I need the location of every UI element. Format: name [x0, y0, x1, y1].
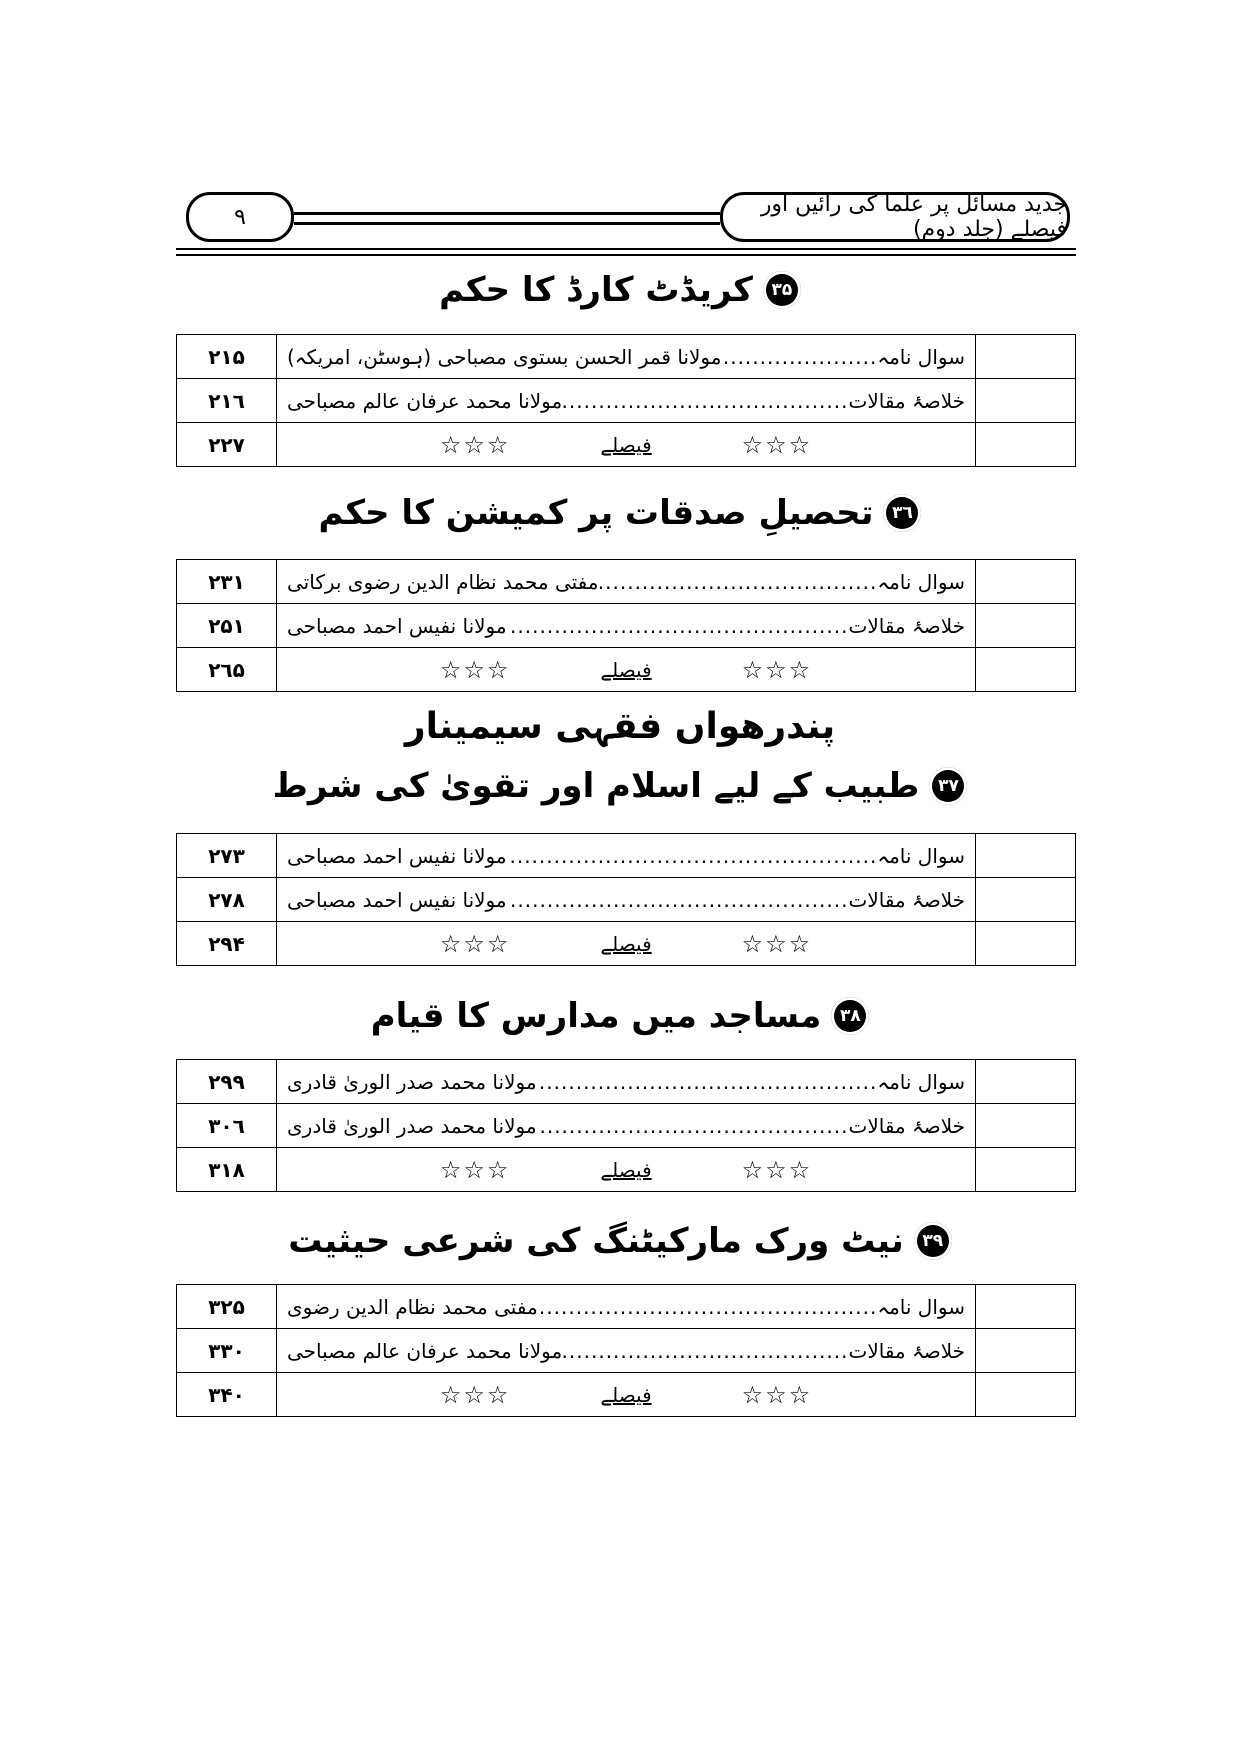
- page-number: ۹: [186, 192, 294, 242]
- header-rule-top: [294, 212, 720, 215]
- section-title: نیٹ ورک مارکیٹنگ کی شرعی حیثیت: [288, 1221, 904, 1261]
- header-rule-full-1: [176, 248, 1076, 250]
- star-icon: ☆☆☆: [741, 1155, 813, 1184]
- entry-author: مولانا قمر الحسن بستوی مصباحی (ہوسٹن، امریکہ): [287, 344, 722, 369]
- entry-cell: [277, 604, 976, 648]
- header-rule-full-2: [176, 254, 1076, 256]
- entry-label: خلاصۂ مقالات: [848, 613, 965, 638]
- header-rule-bottom: [294, 222, 720, 225]
- page-ref: ۲۱۵: [177, 335, 277, 379]
- blank-cell: [976, 648, 1076, 692]
- section-table: [176, 1059, 1076, 1192]
- page-ref: ۳۴۰: [177, 1373, 277, 1417]
- entry-cell: [277, 878, 976, 922]
- page-ref: ۲۹۹: [177, 1060, 277, 1104]
- page-ref: ۳۰٦: [177, 1104, 277, 1148]
- verdict-cell: [277, 1148, 976, 1192]
- page-ref: ۳۲۵: [177, 1285, 277, 1329]
- blank-cell: [976, 604, 1076, 648]
- blank-cell: [976, 560, 1076, 604]
- entry-cell: [277, 1060, 976, 1104]
- entry-label: سوال نامہ: [877, 843, 965, 868]
- blank-cell: [976, 1373, 1076, 1417]
- section-heading: [0, 1221, 1240, 1261]
- section-table: [176, 559, 1076, 692]
- leader-dots: [538, 1295, 878, 1319]
- entry-label: خلاصۂ مقالات: [848, 1113, 965, 1138]
- entry-author: مولانا محمد صدر الوریٰ قادری: [287, 1113, 537, 1138]
- entry-label: سوال نامہ: [877, 1069, 965, 1094]
- blank-cell: [976, 1148, 1076, 1192]
- verdict-label: فیصلے: [600, 657, 652, 682]
- section-title: کریڈٹ کارڈ کا حکم: [439, 270, 753, 310]
- leader-dots: [507, 844, 878, 868]
- verdict-cell: [277, 423, 976, 467]
- section-title: طبیب کے لیے اسلام اور تقویٰ کی شرط: [272, 766, 920, 806]
- leader-dots: [721, 345, 877, 369]
- section-number-badge: ۳۸: [831, 997, 869, 1035]
- entry-label: سوال نامہ: [877, 344, 965, 369]
- seminar-title: پندرھواں فقہی سیمینار: [404, 706, 836, 747]
- entry-label: خلاصۂ مقالات: [848, 887, 965, 912]
- page-ref: ۲۷۸: [177, 878, 277, 922]
- table-row: [177, 379, 1076, 423]
- verdict-label: فیصلے: [600, 432, 652, 457]
- table-row: [177, 604, 1076, 648]
- entry-label: خلاصۂ مقالات: [848, 1338, 965, 1363]
- blank-cell: [976, 922, 1076, 966]
- entry-label: سوال نامہ: [877, 569, 965, 594]
- entry-label: خلاصۂ مقالات: [848, 388, 965, 413]
- section-title: مساجد میں مدارس کا قیام: [370, 996, 822, 1036]
- blank-cell: [976, 335, 1076, 379]
- blank-cell: [976, 423, 1076, 467]
- entry-author: مولانا نفیس احمد مصباحی: [287, 843, 507, 868]
- section-table: [176, 1284, 1076, 1417]
- section-table: [176, 334, 1076, 467]
- verdict-cell: [277, 648, 976, 692]
- leader-dots: [537, 1114, 849, 1138]
- section-heading: [0, 493, 1240, 533]
- table-row: [177, 335, 1076, 379]
- section-number-badge: ۳۹: [914, 1222, 952, 1260]
- leader-dots: [562, 389, 848, 413]
- entry-label: سوال نامہ: [877, 1294, 965, 1319]
- table-row: [177, 423, 1076, 467]
- star-icon: ☆☆☆: [741, 929, 813, 958]
- verdict-label: فیصلے: [600, 1382, 652, 1407]
- leader-dots: [598, 570, 877, 594]
- star-icon: ☆☆☆: [439, 1380, 511, 1409]
- leader-dots: [537, 1070, 878, 1094]
- entry-cell: [277, 834, 976, 878]
- section-number-badge: ۳٦: [883, 494, 921, 532]
- entry-cell: [277, 379, 976, 423]
- verdict-cell: [277, 922, 976, 966]
- blank-cell: [976, 1060, 1076, 1104]
- entry-cell: [277, 335, 976, 379]
- star-icon: ☆☆☆: [439, 655, 511, 684]
- table-row: [177, 560, 1076, 604]
- section-number-badge: ۳۵: [763, 271, 801, 309]
- section-heading: [0, 270, 1240, 310]
- blank-cell: [976, 878, 1076, 922]
- table-row: [177, 1060, 1076, 1104]
- star-icon: ☆☆☆: [741, 655, 813, 684]
- entry-author: مفتی محمد نظام الدین رضوی: [287, 1294, 538, 1319]
- entry-author: مولانا محمد عرفان عالم مصباحی: [287, 388, 563, 413]
- star-icon: ☆☆☆: [439, 1155, 511, 1184]
- entry-cell: [277, 1104, 976, 1148]
- blank-cell: [976, 379, 1076, 423]
- section-heading: [0, 996, 1240, 1036]
- table-row: [177, 1285, 1076, 1329]
- leader-dots: [562, 1339, 848, 1363]
- page-ref: ۲٦۵: [177, 648, 277, 692]
- table-row: [177, 648, 1076, 692]
- entry-cell: [277, 1329, 976, 1373]
- verdict-cell: [277, 1373, 976, 1417]
- table-row: [177, 922, 1076, 966]
- table-row: [177, 1329, 1076, 1373]
- blank-cell: [976, 834, 1076, 878]
- table-row: [177, 1104, 1076, 1148]
- page-ref: ۲۷۳: [177, 834, 277, 878]
- page-ref: ۲۵۱: [177, 604, 277, 648]
- leader-dots: [507, 614, 849, 638]
- entry-cell: [277, 560, 976, 604]
- section-number-badge: ۳۷: [929, 767, 967, 805]
- book-title: جدید مسائل پر علما کی رائیں اور فیصلے (جلد دوم): [720, 192, 1070, 242]
- entry-cell: [277, 1285, 976, 1329]
- verdict-label: فیصلے: [600, 1157, 652, 1182]
- section-title: تحصیلِ صدقات پر کمیشن کا حکم: [318, 493, 874, 533]
- blank-cell: [976, 1104, 1076, 1148]
- table-row: [177, 1373, 1076, 1417]
- page-ref: ۲۳۱: [177, 560, 277, 604]
- table-row: [177, 878, 1076, 922]
- page-ref: ۳۳۰: [177, 1329, 277, 1373]
- page-ref: ۲۱٦: [177, 379, 277, 423]
- verdict-label: فیصلے: [600, 931, 652, 956]
- entry-author: مولانا محمد صدر الوریٰ قادری: [287, 1069, 537, 1094]
- section-heading: [0, 765, 1240, 806]
- star-icon: ☆☆☆: [741, 430, 813, 459]
- star-icon: ☆☆☆: [439, 430, 511, 459]
- star-icon: ☆☆☆: [439, 929, 511, 958]
- section-table: [176, 833, 1076, 966]
- blank-cell: [976, 1285, 1076, 1329]
- page-ref: ۲۲۷: [177, 423, 277, 467]
- page-ref: ۳۱۸: [177, 1148, 277, 1192]
- entry-author: مفتی محمد نظام الدین رضوی برکاتی: [287, 569, 599, 594]
- blank-cell: [976, 1329, 1076, 1373]
- star-icon: ☆☆☆: [741, 1380, 813, 1409]
- page-ref: ۲۹۴: [177, 922, 277, 966]
- entry-author: مولانا نفیس احمد مصباحی: [287, 887, 507, 912]
- table-row: [177, 834, 1076, 878]
- entry-author: مولانا نفیس احمد مصباحی: [287, 613, 507, 638]
- table-row: [177, 1148, 1076, 1192]
- leader-dots: [507, 888, 849, 912]
- entry-author: مولانا محمد عرفان عالم مصباحی: [287, 1338, 563, 1363]
